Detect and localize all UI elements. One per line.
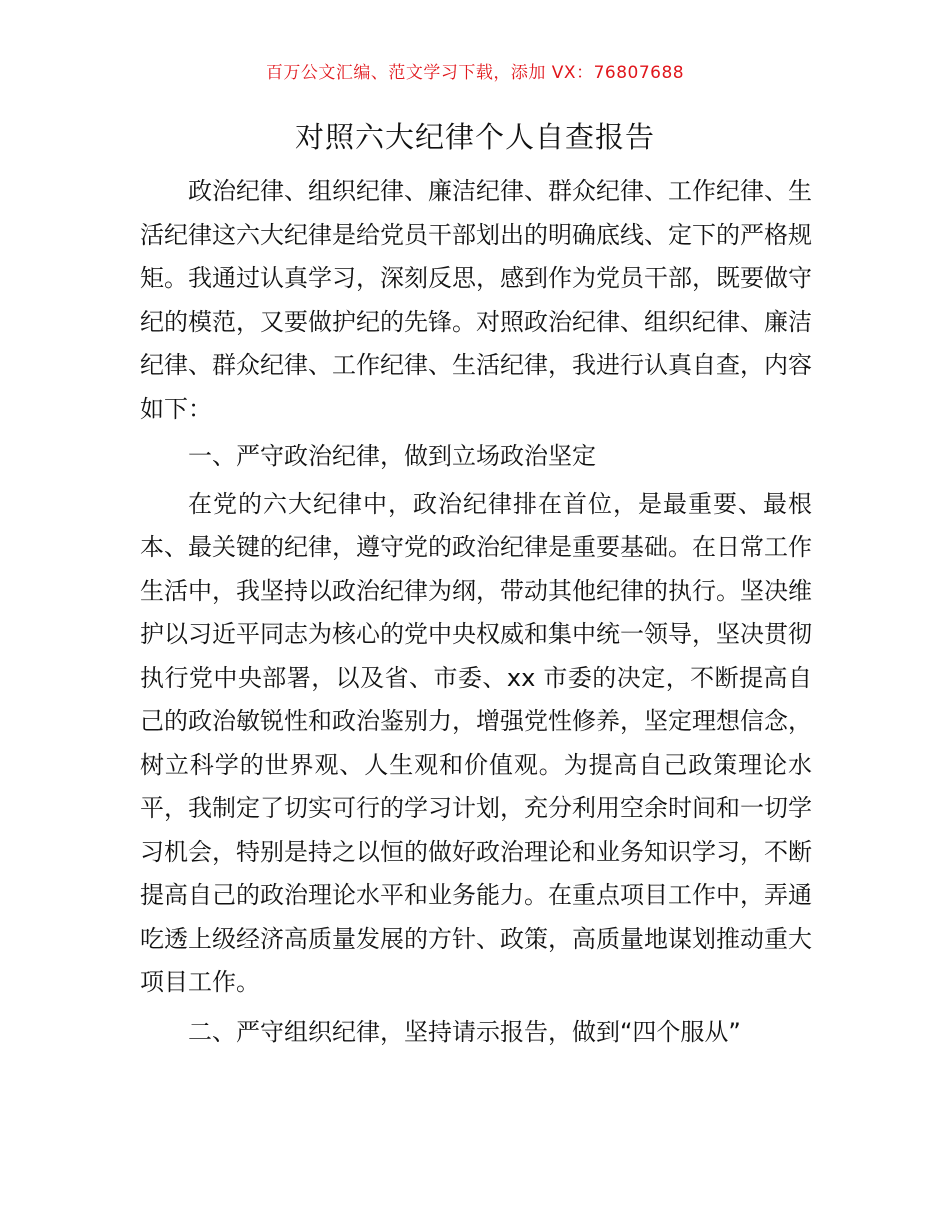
document-title: 对照六大纪律个人自查报告 [294,120,655,154]
section-heading-2: 二、严守组织纪律，坚持请示报告，做到“四个服从” [188,1017,741,1046]
section-1-paragraph: 在党的六大纪律中，政治纪律排在首位，是最重要、最根本、最关键的纪律，遵守党的政治纪律是重要基础。在日常工作生活中，我坚持以政治纪律为纲，带动其他纪律的执行。坚决维护以习近平同志为核心的党中央权威和集中统一领导，坚决贯彻执行党中央部署，以及省、市委、xx 市委的决定，不断提高自己的政治敏锐性和政治鉴别力，增强党性修养，坚定理想信念，树立科学的世界观、人生观和价值观。为提高自己政策理论水平，我制定了切实可行的学习计划，充分利用空余时间和一切学习机会，特别是持之以恒的做好政治理论和业务知识学习，不断提高自己的政治理论水平和业务能力。在重点项目工作中，弄通吃透上级经济高质量发展的方针、政策，高质量地谋划推动重大项目工作。 [140,489,812,996]
watermark-header: 百万公文汇编、范文学习下载，添加 VX：76807688 [265,63,685,83]
section-heading-1: 一、严守政治纪律，做到立场政治坚定 [188,442,596,470]
intro-paragraph: 政治纪律、组织纪律、廉洁纪律、群众纪律、工作纪律、生活纪律这六大纪律是给党员干部划出的明确底线、定下的严格规矩。我通过认真学习，深刻反思，感到作为党员干部，既要做守纪的模范，又要做护纪的先锋。对照政治纪律、组织纪律、廉洁纪律、群众纪律、工作纪律、生活纪律，我进行认真自查，内容如下： [140,177,812,423]
document-body [140,170,812,1054]
